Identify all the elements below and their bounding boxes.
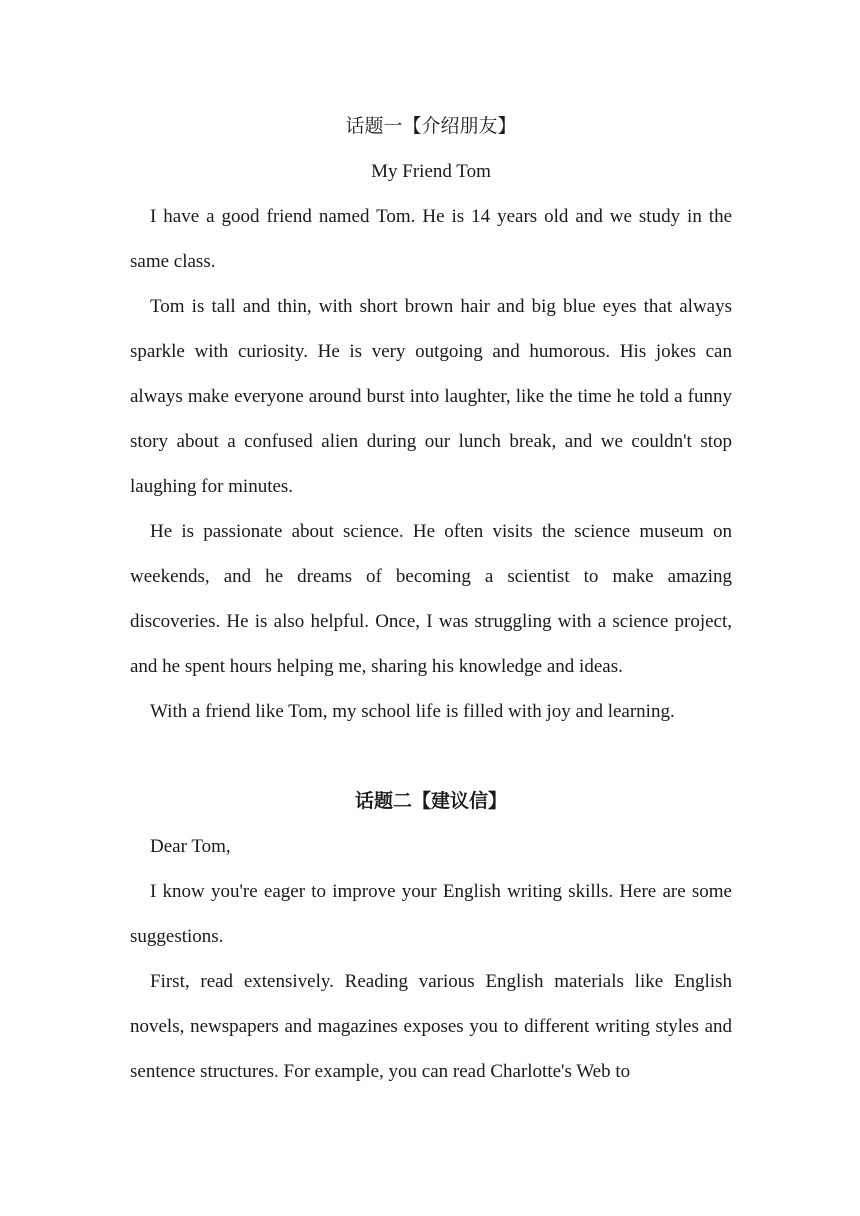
topic1-paragraph-2: Tom is tall and thin, with short brown hair and big blue eyes that always sparkle with curiosity. He is very outgoing and humorous. His jokes can always make everyone around burst into laughter, like the time he told a funny story about a confused alien during our lunch break, and we couldn't stop laughing for minutes. — [130, 296, 732, 497]
topic2-paragraph-2: First, read extensively. Reading various English materials like English novels, newspapers and magazines exposes you to different writing styles and sentence structures. For example, you can read Charlotte's Web to — [130, 971, 732, 1082]
letter-salutation: Dear Tom, — [150, 836, 231, 857]
topic1-paragraph-1: I have a good friend named Tom. He is 14 years old and we study in the same class. — [130, 206, 732, 272]
topic1-paragraph-4: With a friend like Tom, my school life is filled with joy and learning. — [150, 701, 675, 722]
section-spacer — [130, 734, 732, 779]
topic2-heading: 话题二【建议信】 — [354, 790, 507, 812]
essay-title: My Friend Tom — [371, 161, 491, 182]
topic1-heading: 话题一【介绍朋友】 — [345, 115, 517, 137]
topic2-paragraph-1: I know you're eager to improve your English writing skills. Here are some suggestions. — [130, 881, 732, 947]
topic1-paragraph-3: He is passionate about science. He often visits the science museum on weekends, and he dreams of becoming a scientist to make amazing discoveries. He is also helpful. Once, I was struggling with a science project, and he spent hours helping me, sharing his knowledge and ideas. — [130, 521, 732, 677]
document-page — [130, 104, 732, 1094]
